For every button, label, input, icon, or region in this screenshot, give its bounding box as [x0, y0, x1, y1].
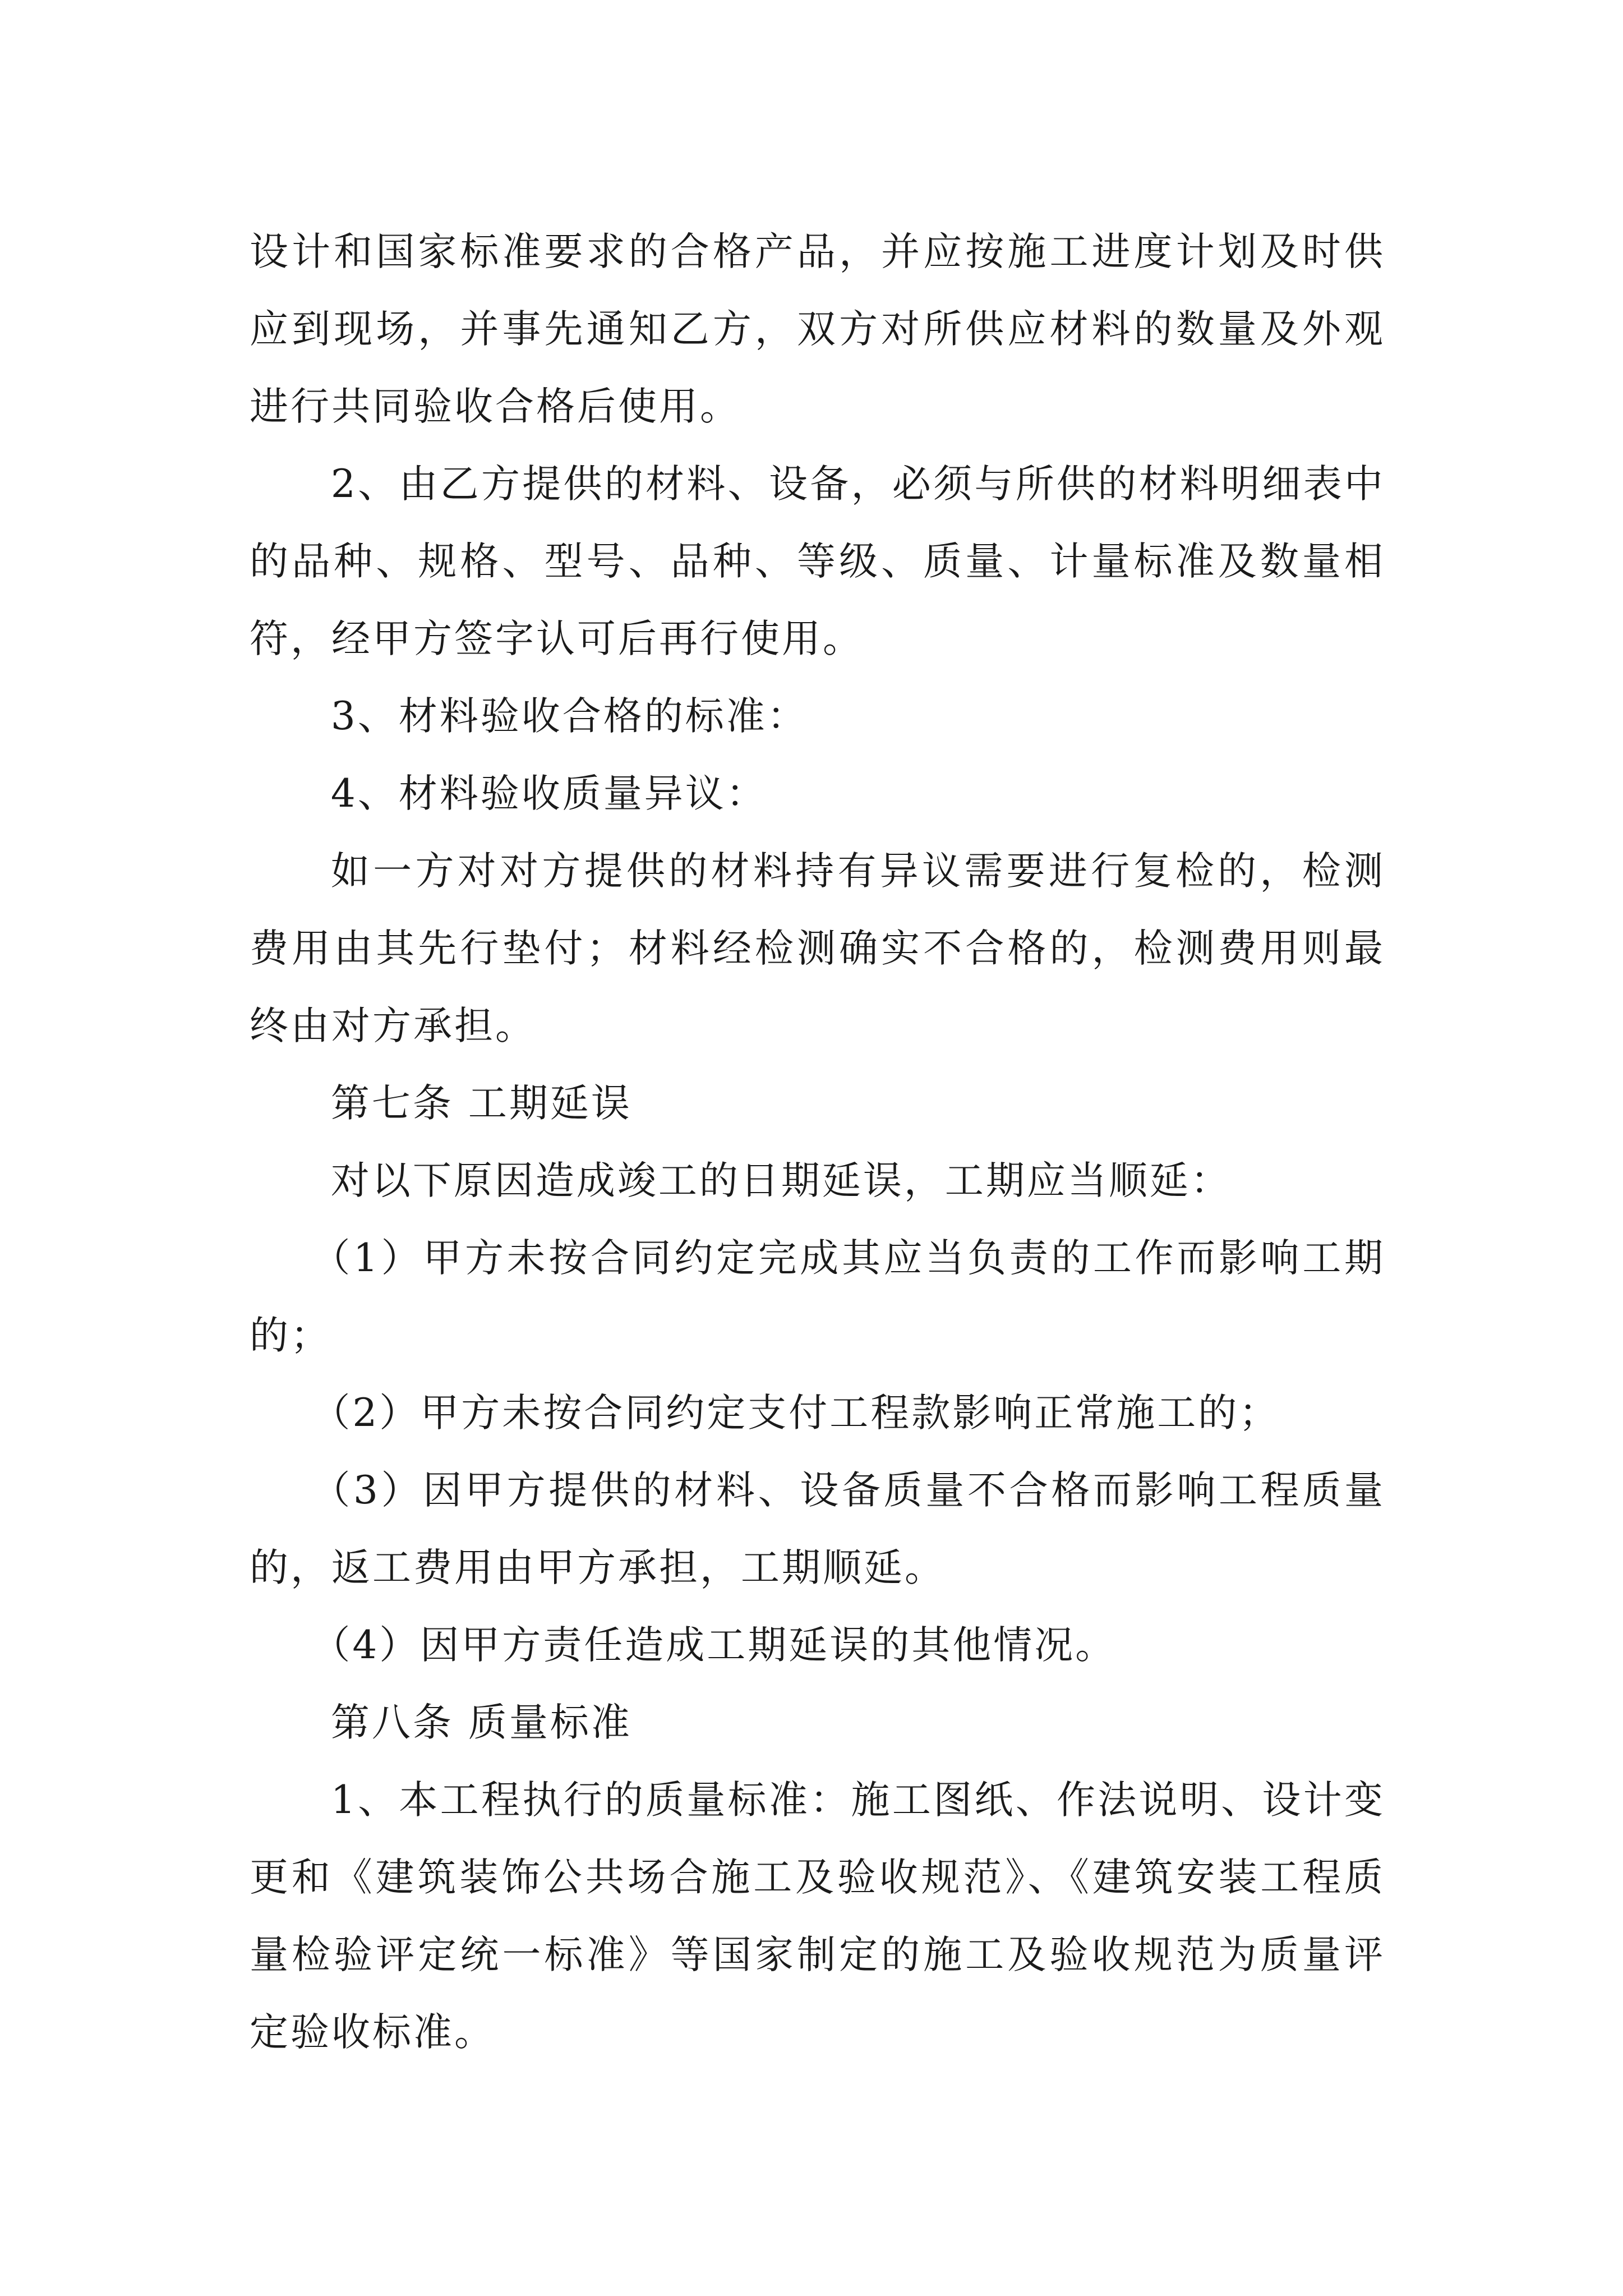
list-item-delay-3: （3）因甲方提供的材料、设备质量不合格而影响工程质量的，返工费用由甲方承担，工期顺延。 — [250, 1468, 1385, 1590]
paragraph-item-3: 3、材料验收合格的标准： — [330, 694, 808, 739]
paragraph-quality-standard: 1、本工程执行的质量标准：施工图纸、作法说明、设计变更和《建筑装饰公共场合施工及验收规范》、《建筑安装工程质量检验评定统一标准》等国家制定的施工及验收规范为质量评定验收标准。 — [250, 1778, 1385, 2055]
paragraph-delay-intro: 对以下原因造成竣工的日期延误，工期应当顺延： — [330, 1158, 1232, 1203]
paragraph-item-4: 4、材料验收质量异议： — [330, 771, 767, 816]
section-heading-article-7: 第七条 工期延误 — [330, 1081, 632, 1126]
paragraph-materials-supply: 设计和国家标准要求的合格产品，并应按施工进度计划及时供应到现场，并事先通知乙方，双方对所供应材料的数量及外观进行共同验收合格后使用。 — [250, 229, 1385, 429]
list-item-delay-2: （2）甲方未按合同约定支付工程款影响正常施工的； — [311, 1391, 1280, 1435]
section-heading-article-8: 第八条 质量标准 — [330, 1700, 632, 1745]
document-body — [250, 213, 1385, 2071]
list-item-delay-4: （4）因甲方责任造成工期延误的其他情况。 — [311, 1623, 1117, 1668]
list-item-delay-1: （1）甲方未按合同约定完成其应当负责的工作而影响工期的； — [250, 1236, 1385, 1358]
paragraph-objection: 如一方对对方提供的材料持有异议需要进行复检的，检测费用由其先行垫付；材料经检测确实不合格的，检测费用则最终由对方承担。 — [250, 849, 1385, 1048]
paragraph-item-2: 2、由乙方提供的材料、设备，必须与所供的材料明细表中的品种、规格、型号、品种、等级、质量、计量标准及数量相符，经甲方签字认可后再行使用。 — [250, 462, 1385, 661]
